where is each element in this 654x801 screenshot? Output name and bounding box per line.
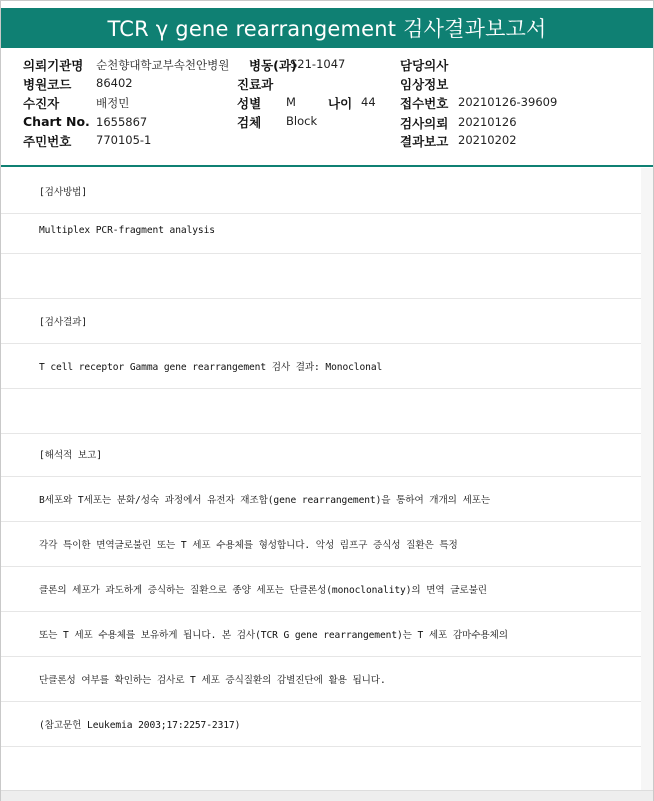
text-row (1, 656, 641, 702)
patient-value: 배정민 (96, 96, 130, 110)
sex-label: 성별 (237, 96, 262, 111)
specimen-label: 검체 (237, 115, 262, 130)
interp-line-3: 클론의 세포가 과도하게 증식하는 질환으로 종양 세포는 단클론성(monoclonality)의 면역 글로불린 (39, 584, 487, 596)
hospital-code-value: 86402 (96, 76, 133, 90)
id-label: 주민번호 (23, 134, 72, 149)
chart-no-label: Chart No. (23, 114, 90, 129)
receipt-label: 접수번호 (400, 96, 449, 111)
text-row (1, 521, 641, 567)
blank-row (1, 253, 641, 299)
id-value: 770105-1 (96, 133, 152, 147)
sex-value: M (286, 95, 296, 109)
clinical-info-label: 임상정보 (400, 77, 449, 92)
report-title: TCR γ gene rearrangement 검사결과보고서 (1, 8, 653, 48)
result-text: T cell receptor Gamma gene rearrangement 검사 결과: Monoclonal (39, 361, 383, 373)
interp-heading: [해석적 보고] (39, 449, 102, 461)
result-date-value: 20210202 (458, 133, 517, 147)
age-label: 나이 (328, 96, 353, 111)
interp-line-5: 단클론성 여부를 확인하는 검사로 T 세포 증식질환의 감별진단에 활용 됩니다. (39, 674, 386, 686)
result-heading: [검사결과] (39, 316, 88, 328)
interp-line-1: B세포와 T세포는 분화/성숙 과정에서 유전자 재조합(gene rearrangement)을 통하여 개개의 세포는 (39, 494, 490, 506)
result-date-label: 결과보고 (400, 134, 449, 149)
dept-value: S21-1047 (290, 57, 346, 71)
header-divider (1, 165, 653, 167)
clinic-label: 진료과 (237, 77, 274, 92)
institution-label: 의뢰기관명 (23, 58, 84, 73)
specimen-value: Block (286, 114, 318, 128)
receipt-value: 20210126-39609 (458, 95, 558, 109)
report-header (1, 50, 653, 164)
text-row (1, 701, 641, 747)
text-row (1, 476, 641, 522)
hospital-code-label: 병원코드 (23, 77, 72, 92)
footer-bar (1, 790, 653, 801)
text-row (1, 298, 641, 344)
method-heading: [검사방법] (39, 186, 88, 198)
chart-no-value: 1655867 (96, 115, 148, 129)
request-value: 20210126 (458, 115, 517, 129)
request-label: 검사의뢰 (400, 116, 449, 131)
reference-text: (참고문헌 Leukemia 2003;17:2257-2317) (39, 719, 241, 731)
blank-row (1, 388, 641, 434)
patient-label: 수진자 (23, 96, 60, 111)
text-row (1, 431, 641, 477)
doctor-label: 담당의사 (400, 58, 449, 73)
text-row (1, 611, 641, 657)
report-body (1, 168, 641, 790)
text-row (1, 208, 641, 254)
text-row (1, 566, 641, 612)
text-row (1, 343, 641, 389)
interp-line-2: 각각 특이한 면역글로불린 또는 T 세포 수용체를 형성합니다. 악성 림프구 증식성 질환은 특정 (39, 539, 458, 551)
vertical-scrollbar[interactable] (641, 168, 653, 790)
age-value: 44 (361, 95, 376, 109)
institution-value: 순천향대학교부속천안병원 (96, 58, 230, 72)
method-text: Multiplex PCR-fragment analysis (39, 225, 215, 236)
interp-line-4: 또는 T 세포 수용체를 보유하게 됩니다. 본 검사(TCR G gene rearrangement)는 T 세포 감마수용체의 (39, 629, 508, 641)
dept-label: 병동(과) (249, 58, 297, 73)
